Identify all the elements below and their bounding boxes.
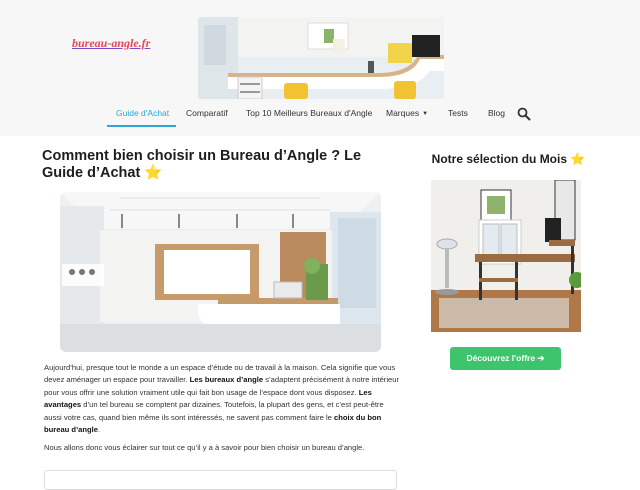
nav-item-tests[interactable]: Tests	[448, 108, 468, 118]
featured-product-image[interactable]	[431, 180, 581, 332]
bold-choix-bureau: choix du bon bureau d’angle	[44, 412, 382, 435]
article-intro-paragraph	[44, 362, 400, 436]
nav-item-top-10[interactable]: Top 10 Meilleurs Bureaux d'Angle	[246, 108, 373, 118]
nav-item-marques-label: Marques	[386, 108, 420, 118]
intro-text: .	[98, 425, 101, 435]
nav-item-marques[interactable]	[386, 108, 428, 118]
nav-item-comparatif[interactable]: Comparatif	[186, 108, 228, 118]
table-of-contents-box	[44, 470, 397, 490]
article-hero-image	[60, 192, 381, 352]
bold-avantages: Les avantages	[44, 387, 372, 410]
intro-text: s’adaptent précisément à notre intérieur pour vous offrir une solution vraiment utile qui fait bon usage de l’espace dont vous disposez.	[44, 375, 399, 397]
search-icon[interactable]	[517, 107, 531, 121]
bold-bureaux-angle: Les bureaux d’angle	[189, 375, 264, 385]
header-banner-image[interactable]	[198, 17, 444, 99]
sidebar-title: Notre sélection du Mois ⭐	[431, 152, 586, 166]
site-header	[0, 0, 640, 136]
discover-offer-button[interactable]: Découvrez l'offre ➔	[450, 347, 561, 370]
main-nav	[0, 104, 640, 126]
nav-item-blog[interactable]: Blog	[488, 108, 506, 118]
article-title: Comment bien choisir un Bureau d’Angle ? Le Guide d’Achat ⭐	[42, 148, 362, 181]
active-nav-indicator	[107, 125, 176, 127]
site-logo[interactable]: bureau-angle.fr	[72, 36, 151, 50]
intro-text: d’un tel bureau se comptent par dizaines. Toutefois, la plupart des gens, et c’est peut-être aussi votre cas, quand bien même ils sont intéressés, ne savent pas comment faire le	[44, 400, 384, 422]
chevron-down-icon: ▼	[422, 111, 429, 117]
nav-item-guide-achat[interactable]: Guide d'Achat	[116, 108, 170, 118]
intro-text: Aujourd’hui, presque tout le monde a un espace d’étude ou de travail à la maison. Cela signifie que vous devez aménager un espace pour travailler.	[44, 363, 396, 385]
article-second-paragraph: Nous allons donc vous éclairer sur tout ce qu’il y a à savoir pour bien choisir un bureau d’angle.	[44, 443, 365, 452]
